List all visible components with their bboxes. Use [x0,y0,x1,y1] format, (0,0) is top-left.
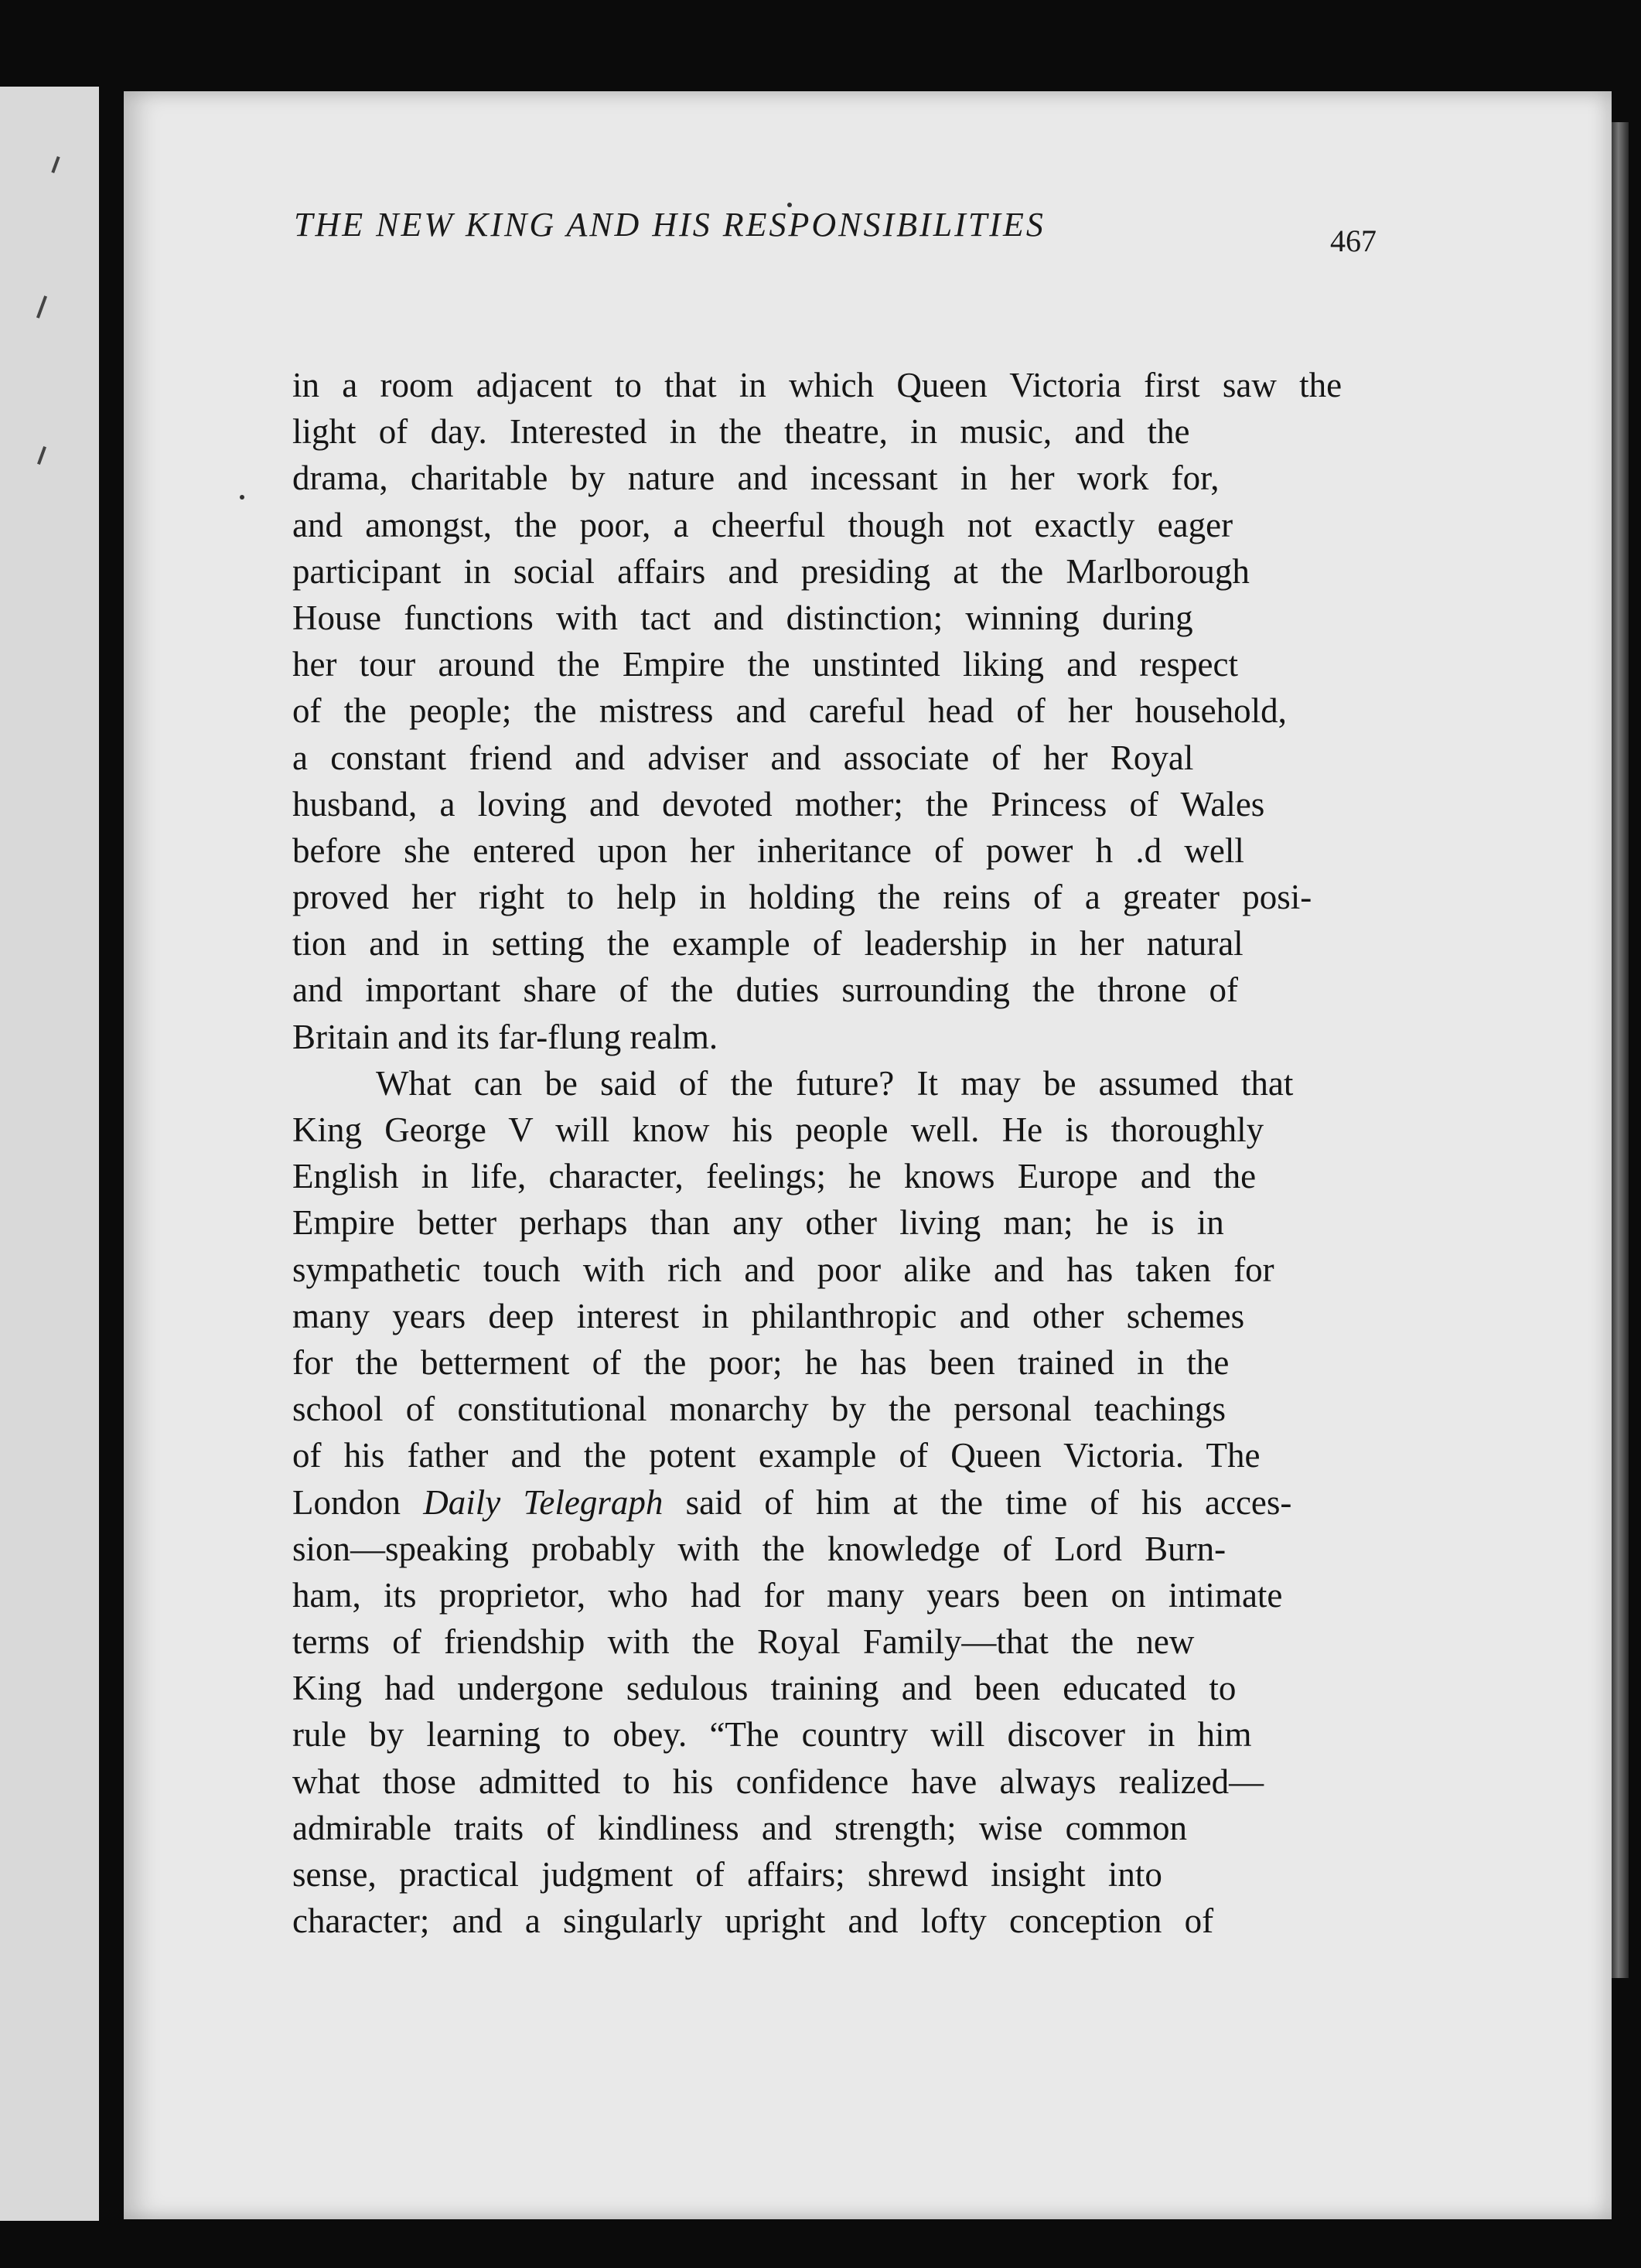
text-line [292,874,1367,920]
text-line [292,362,1367,408]
text-line [292,1758,1367,1805]
text-line-content: tion and in setting the example of leadership in her natural [292,924,1244,963]
newspaper-title: Daily Telegraph [423,1482,664,1522]
ink-speck [240,495,244,500]
text-line-content: and important share of the duties surrounding the throne of [292,970,1238,1010]
text-line-content: many years deep interest in philanthropic and other schemes [292,1296,1245,1335]
text-line-content: school of constitutional monarchy by the personal teachings [292,1390,1226,1429]
running-head: THE NEW KING AND HIS RESPONSIBILITIES [294,206,1046,244]
text-line-content: and amongst, the poor, a cheerful though not exactly eager [292,505,1233,544]
text-line-content: husband, a loving and devoted mother; the Princess of Wales [292,784,1265,824]
text-line-content: admirable traits of kindliness and strength; wise common [292,1808,1188,1847]
text-line [292,641,1367,687]
text-line [292,1665,1367,1711]
text-line [292,1060,1367,1107]
text-line [292,967,1367,1013]
text-line-content: sympathetic touch with rich and poor alike and has taken for [292,1250,1274,1289]
text-line-content: a constant friend and adviser and associate of her Royal [292,738,1194,777]
text-line [292,920,1367,967]
text-line-content: English in life, character, feelings; he knows Europe and the [292,1157,1257,1196]
text-line [292,1711,1367,1758]
text-line [292,1572,1367,1618]
text-line [292,781,1367,827]
text-line [292,1339,1367,1386]
text-line-content: London [292,1482,401,1522]
text-line-content: what those admitted to his confidence have always realized— [292,1762,1264,1801]
ink-mark [36,295,47,319]
text-line [292,1247,1367,1293]
text-line [292,1386,1367,1432]
text-line [292,1805,1367,1851]
text-line-content: Britain and its far-flung realm. [292,1017,718,1056]
body-text [292,362,1367,1944]
text-line-content: rule by learning to obey. “The country will discover in him [292,1715,1252,1755]
text-line [292,1107,1367,1153]
text-line [292,1432,1367,1478]
text-line-content: of the people; the mistress and careful head of her household, [292,691,1287,731]
text-line [292,408,1367,455]
text-line [292,735,1367,781]
page-number: 467 [1330,223,1377,258]
text-line [292,1898,1367,1944]
text-line-content: ham, its proprietor, who had for many years been on intimate [292,1575,1283,1615]
text-line-content: Empire better perhaps than any other living man; he is in [292,1203,1224,1243]
text-line [292,1153,1367,1199]
text-line-content: before she entered upon her inheritance of power h .d well [292,830,1244,870]
text-line [292,687,1367,734]
text-line-content: House functions with tact and distinction; winning during [292,598,1193,637]
text-line [292,1526,1367,1572]
text-line [292,827,1367,874]
text-line-content: sion—speaking probably with the knowledge of Lord Burn- [292,1529,1226,1568]
text-line-content: King had undergone sedulous training and been educated to [292,1669,1237,1708]
ink-mark [51,156,60,173]
text-line-content: participant in social affairs and presiding at the Marlborough [292,551,1250,591]
text-line-content: sense, practical judgment of affairs; shrewd insight into [292,1855,1162,1894]
text-line [292,548,1367,595]
text-line-content: terms of friendship with the Royal Family—that the new [292,1622,1195,1662]
text-line-content: What can be said of the future? It may be assumed that [376,1063,1294,1103]
text-line [292,1479,1367,1526]
previous-page-edge [0,87,99,2221]
text-line [292,1199,1367,1246]
text-line-content: for the betterment of the poor; he has been trained in the [292,1342,1230,1382]
text-line [292,502,1367,548]
text-line-content: light of day. Interested in the theatre, in music, and the [292,412,1190,452]
text-line [292,1851,1367,1898]
text-line [292,1293,1367,1339]
text-line-content: character; and a singularly upright and lofty conception of [292,1901,1214,1941]
text-line [292,1618,1367,1665]
text-line-content: proved her right to help in holding the reins of a greater posi- [292,878,1312,917]
text-line-content: of his father and the potent example of Queen Victoria. The [292,1436,1261,1475]
text-line [292,1014,1367,1060]
text-line-content: drama, charitable by nature and incessant in her work for, [292,459,1220,498]
text-line [292,455,1367,501]
ink-mark [37,446,46,465]
text-line-content: King George V will know his people well. He is thoroughly [292,1110,1264,1149]
text-line [292,595,1367,641]
text-line-content: her tour around the Empire the unstinted liking and respect [292,645,1238,684]
text-line-continuation: said of him at the time of his acces- [685,1482,1292,1522]
page-edge-shadow [1612,122,1629,1978]
text-line-content: in a room adjacent to that in which Queen Victoria first saw the [292,366,1342,404]
